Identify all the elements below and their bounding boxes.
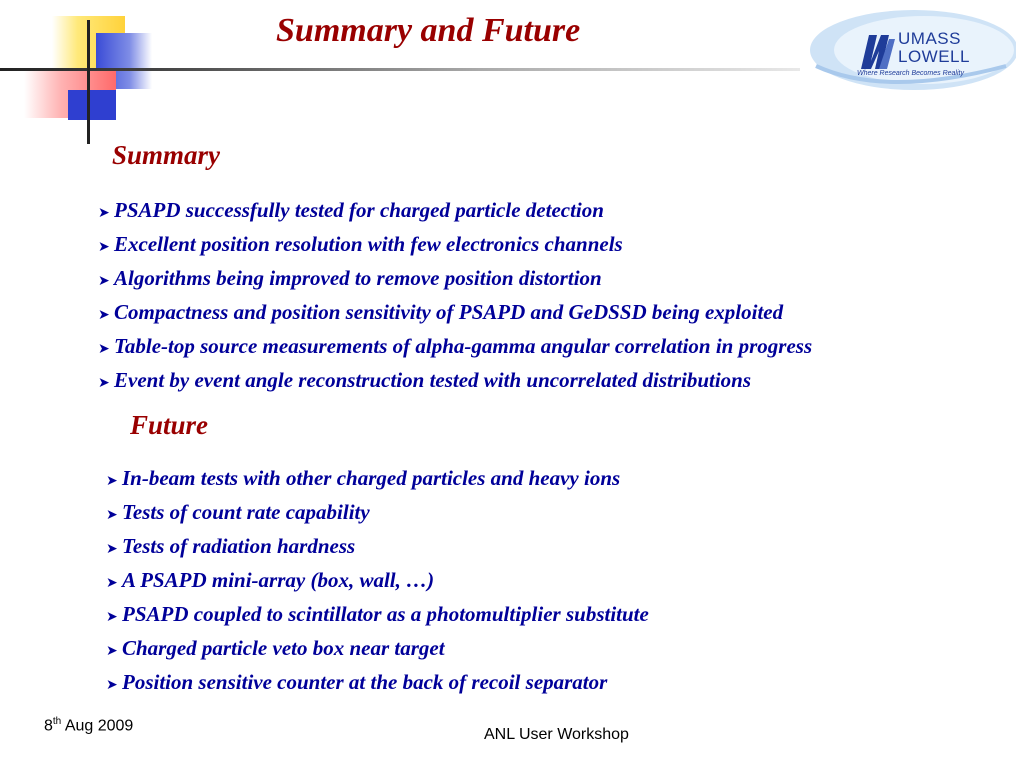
summary-bullet-list [98, 195, 812, 399]
footer-date-suffix: th [52, 716, 62, 727]
summary-item-text: Algorithms being improved to remove position distortion [114, 266, 602, 290]
logo-name-line1: UMASS [898, 29, 961, 48]
arrowhead-bullet-icon: ➤ [98, 307, 110, 323]
summary-item-text: Compactness and position sensitivity of PSAPD and GeDSSD being exploited [114, 300, 784, 324]
arrowhead-bullet-icon: ➤ [106, 473, 118, 489]
future-item [106, 633, 649, 667]
summary-heading: Summary [112, 140, 221, 170]
footer-date-day: 8 [44, 717, 53, 735]
arrowhead-bullet-icon: ➤ [98, 375, 110, 391]
summary-item [98, 263, 812, 297]
future-item-text: A PSAPD mini-array (box, wall, …) [122, 568, 435, 592]
future-item [106, 497, 649, 531]
arrowhead-bullet-icon: ➤ [106, 609, 118, 625]
summary-item [98, 297, 812, 331]
summary-item-text: PSAPD successfully tested for charged particle detection [114, 198, 604, 222]
arrowhead-bullet-icon: ➤ [106, 643, 118, 659]
arrowhead-bullet-icon: ➤ [98, 341, 110, 357]
future-item-text: Tests of radiation hardness [122, 534, 356, 558]
future-item-text: Charged particle veto box near target [122, 636, 445, 660]
arrowhead-bullet-icon: ➤ [98, 239, 110, 255]
arrowhead-bullet-icon: ➤ [106, 575, 118, 591]
future-item-text: In-beam tests with other charged particles and heavy ions [122, 466, 621, 490]
summary-item-text: Event by event angle reconstruction tested with uncorrelated distributions [114, 368, 752, 392]
future-item [106, 531, 649, 565]
um-monogram-icon [859, 29, 897, 75]
future-item [106, 599, 649, 633]
future-item-text: PSAPD coupled to scintillator as a photomultiplier substitute [122, 602, 649, 626]
decorative-blue-block [68, 90, 116, 120]
summary-item [98, 331, 812, 365]
summary-item [98, 229, 812, 263]
future-bullet-list [106, 463, 649, 701]
arrowhead-bullet-icon: ➤ [106, 541, 118, 557]
future-item [106, 463, 649, 497]
future-item [106, 565, 649, 599]
future-heading: Future [130, 410, 209, 440]
logo-name-line2: LOWELL [898, 47, 970, 66]
future-item-text: Tests of count rate capability [122, 500, 370, 524]
summary-item [98, 365, 812, 399]
arrowhead-bullet-icon: ➤ [98, 205, 110, 221]
future-item [106, 667, 649, 701]
summary-item-text: Excellent position resolution with few electronics channels [114, 232, 623, 256]
summary-item [98, 195, 812, 229]
footer-date [44, 716, 133, 735]
slide-title: Summary and Future [276, 12, 581, 49]
arrowhead-bullet-icon: ➤ [98, 273, 110, 289]
arrowhead-bullet-icon: ➤ [106, 507, 118, 523]
logo-tagline: Where Research Becomes Reality [857, 70, 964, 77]
footer-event-name: ANL User Workshop [484, 726, 629, 743]
future-item-text: Position sensitive counter at the back of recoil separator [122, 670, 608, 694]
arrowhead-bullet-icon: ➤ [106, 677, 118, 693]
summary-item-text: Table-top source measurements of alpha-gamma angular correlation in progress [114, 334, 813, 358]
title-underline-rule [0, 68, 800, 71]
footer-date-rest: Aug 2009 [61, 717, 134, 735]
vertical-accent-rule [87, 20, 90, 144]
